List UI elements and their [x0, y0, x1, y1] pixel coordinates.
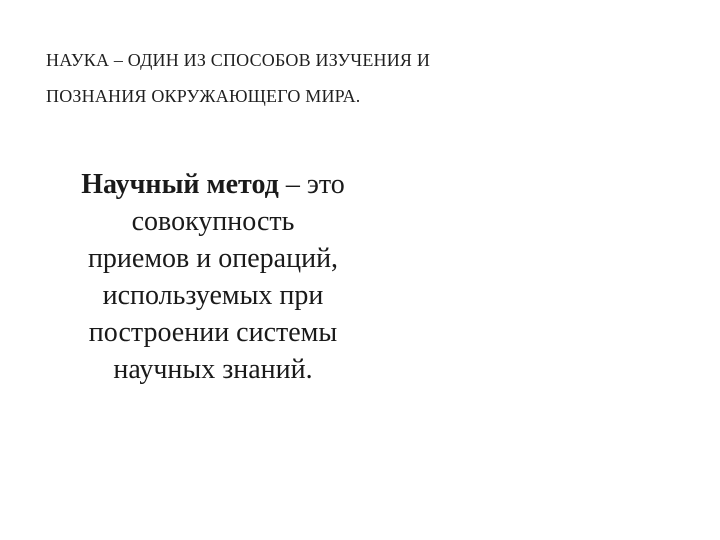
definition-line-5: построении системы: [88, 317, 338, 348]
slide-title-line-1: НАУКА – ОДИН ИЗ СПОСОБОВ ИЗУЧЕНИЯ И: [46, 50, 431, 70]
slide-title: [46, 42, 686, 114]
definition-line-4: используемых при: [102, 280, 324, 311]
definition-text: [38, 166, 388, 388]
definition-term: Научный метод: [81, 169, 279, 200]
definition-line-3: приемов и операций,: [87, 243, 339, 274]
definition-line-1-rest: – это: [278, 169, 345, 200]
definition-line-6: научных знаний.: [113, 354, 313, 385]
slide-title-line-2: ПОЗНАНИЯ ОКРУЖАЮЩЕГО МИРА.: [46, 86, 361, 106]
definition-line-1: [38, 166, 388, 203]
definition-line-2: совокупность: [131, 206, 295, 237]
